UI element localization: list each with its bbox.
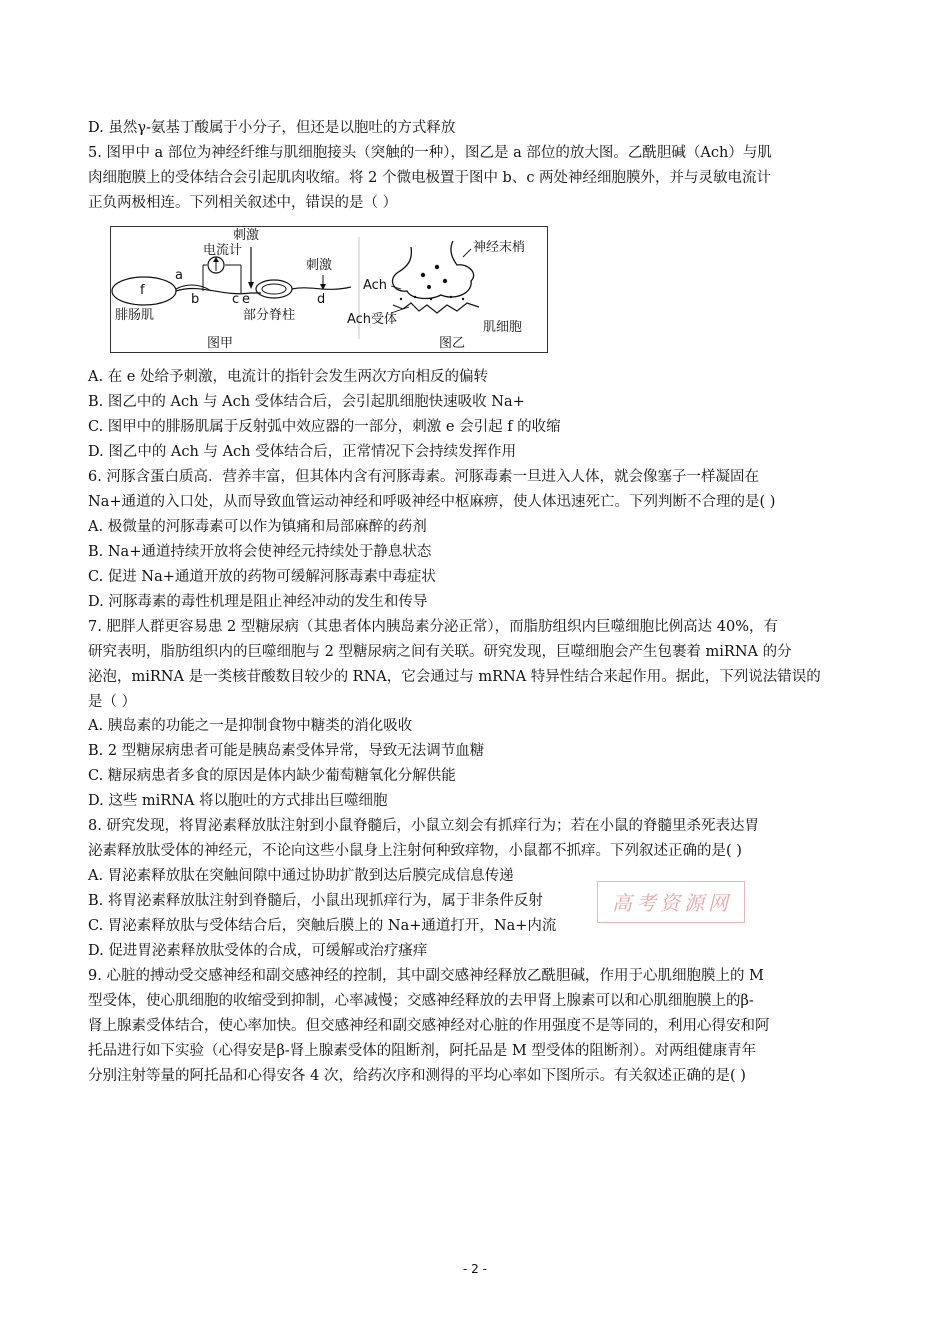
neuromuscular-figure [110,226,548,353]
watermark-text: 高考资源网 [612,891,732,915]
question-9-line-1: 9. 心脏的搏动受交感神经和副交感神经的控制，其中副交感神经释放乙酰胆碱，作用于心肌细胞膜上的 M [88,968,764,984]
muscle-cell-label: 肌细胞 [483,320,523,335]
question-5-line-1: 5. 图甲中 a 部位为神经纤维与肌细胞接头（突触的一种），图乙是 a 部位的放大图。乙酰胆碱（Ach）与肌 [88,145,772,161]
question-5-line-2: 肉细胞膜上的受体结合会引起肌肉收缩。将 2 个微电极置于图中 b、c 两处神经细胞膜外，并与灵敏电流计 [88,170,772,186]
question-9-line-5: 分别注射等量的阿托品和心得安各 4 次，给药次序和测得的平均心率如下图所示。有关叙述正确的是( ) [88,1068,746,1084]
question-9-line-4: 托品进行如下实验（心得安是β-肾上腺素受体的阻断剂，阿托品是 M 型受体的阻断剂）。对两组健康青年 [88,1043,757,1059]
question-6-line-2: Na+通道的入口处，从而导致血管运动神经和呼吸神经中枢麻痹，使人体迅速死亡。下列判断不合理的是( ) [88,494,776,510]
ach-label: Ach [363,278,388,293]
q8-option-a: A. 胃泌素释放肽在突触间隙中通过协助扩散到达后膜完成信息传递 [88,868,514,884]
question-5-line-3: 正负两极相连。下列相关叙述中，错误的是（ ） [88,195,398,211]
q6-option-b: B. Na+通道持续开放将会使神经元持续处于静息状态 [88,544,432,560]
stimulus-label-2: 刺激 [306,258,333,273]
figure-jia-caption: 图甲 [207,336,234,351]
question-7-line-1: 7. 肥胖人群更容易患 2 型糖尿病（其患者体内胰岛素分泌正常），而脂肪组织内巨噬细胞比例高达 40%，有 [88,619,778,635]
q5-option-d: D. 图乙中的 Ach 与 Ach 受体结合后，正常情况下会持续发挥作用 [88,444,517,460]
point-f-label: f [140,283,145,298]
question-9-line-3: 肾上腺素受体结合，使心率加快。但交感神经和副交感神经对心脏的作用强度不是等同的，利用心得安和阿 [88,1018,770,1034]
point-c-label: c [232,292,240,307]
q6-option-c: C. 促进 Na+通道开放的药物可缓解河豚毒素中毒症状 [88,569,436,585]
question-8-line-1: 8. 研究发现，将胃泌素释放肽注射到小鼠脊髓后，小鼠立刻会有抓痒行为；若在小鼠的脊髓里杀死表达胃 [88,818,759,834]
spinal-cord-label: 部分脊柱 [243,308,296,323]
q8-option-b: B. 将胃泌素释放肽注射到脊髓后，小鼠出现抓痒行为，属于非条件反射 [88,893,543,909]
question-8-line-2: 泌素释放肽受体的神经元，不论向这些小鼠身上注射何种致痒物，小鼠都不抓痒。下列叙述正确的是( ) [88,843,742,859]
q5-option-a: A. 在 e 处给予刺激，电流计的指针会发生两次方向相反的偏转 [88,369,488,385]
question-6-line-1: 6. 河豚含蛋白质高．营养丰富，但其体内含有河豚毒素。河豚毒素一旦进入人体，就会像塞子一样凝固在 [88,469,759,485]
q8-option-d: D. 促进胃泌素释放肽受体的合成，可缓解或治疗瘙痒 [88,943,428,959]
q5-option-b: B. 图乙中的 Ach 与 Ach 受体结合后，会引起肌细胞快速吸收 Na+ [88,394,525,410]
point-d-label: d [317,292,326,307]
ach-receptor-label: Ach受体 [347,312,398,327]
question-7-line-3: 泌泡，miRNA 是一类核苷酸数目较少的 RNA，它会通过与 mRNA 特异性结合来起作用。据此，下列说法错误的 [88,669,821,685]
point-a-label: a [175,268,183,283]
current-meter-label: 电流计 [203,243,243,258]
figure-yi-caption: 图乙 [439,336,466,351]
q7-option-b: B. 2 型糖尿病患者可能是胰岛素受体异常，导致无法调节血糖 [88,743,485,759]
watermark-stamp [597,881,745,923]
stimulus-label-1: 刺激 [233,228,260,243]
question-7-line-2: 研究表明，脂肪组织内的巨噬细胞与 2 型糖尿病之间有关联。研究发现，巨噬细胞会产生包裹着 miRNA 的分 [88,644,792,660]
q7-option-c: C. 糖尿病患者多食的原因是体内缺少葡萄糖氧化分解供能 [88,768,456,784]
q7-option-d: D. 这些 miRNA 将以胞吐的方式排出巨噬细胞 [88,793,388,809]
q6-option-a: A. 极微量的河豚毒素可以作为镇痛和局部麻醉的药剂 [88,519,427,535]
page-number: - 2 - [463,1262,487,1276]
q7-option-a: A. 胰岛素的功能之一是抑制食物中糖类的消化吸收 [88,718,413,734]
option-d-q4: D. 虽然γ-氨基丁酸属于小分子，但还是以胞吐的方式释放 [88,120,456,136]
question-9-line-2: 型受体，使心肌细胞的收缩受到抑制，心率减慢；交感神经释放的去甲肾上腺素可以和心肌细胞膜上的β- [88,993,754,1009]
point-e-label: e [242,292,250,307]
q6-option-d: D. 河豚毒素的毒性机理是阻止神经冲动的发生和传导 [88,594,428,610]
q5-option-c: C. 图甲中的腓肠肌属于反射弧中效应器的一部分，刺激 e 会引起 f 的收缩 [88,419,561,435]
question-7-line-4: 是（ ） [88,694,137,710]
nerve-ending-label: 神经末梢 [473,240,526,255]
point-b-label: b [191,292,200,307]
gastrocnemius-label: 腓肠肌 [115,308,155,323]
q8-option-c: C. 胃泌素释放肽与受体结合后，突触后膜上的 Na+通道打开，Na+内流 [88,918,557,934]
